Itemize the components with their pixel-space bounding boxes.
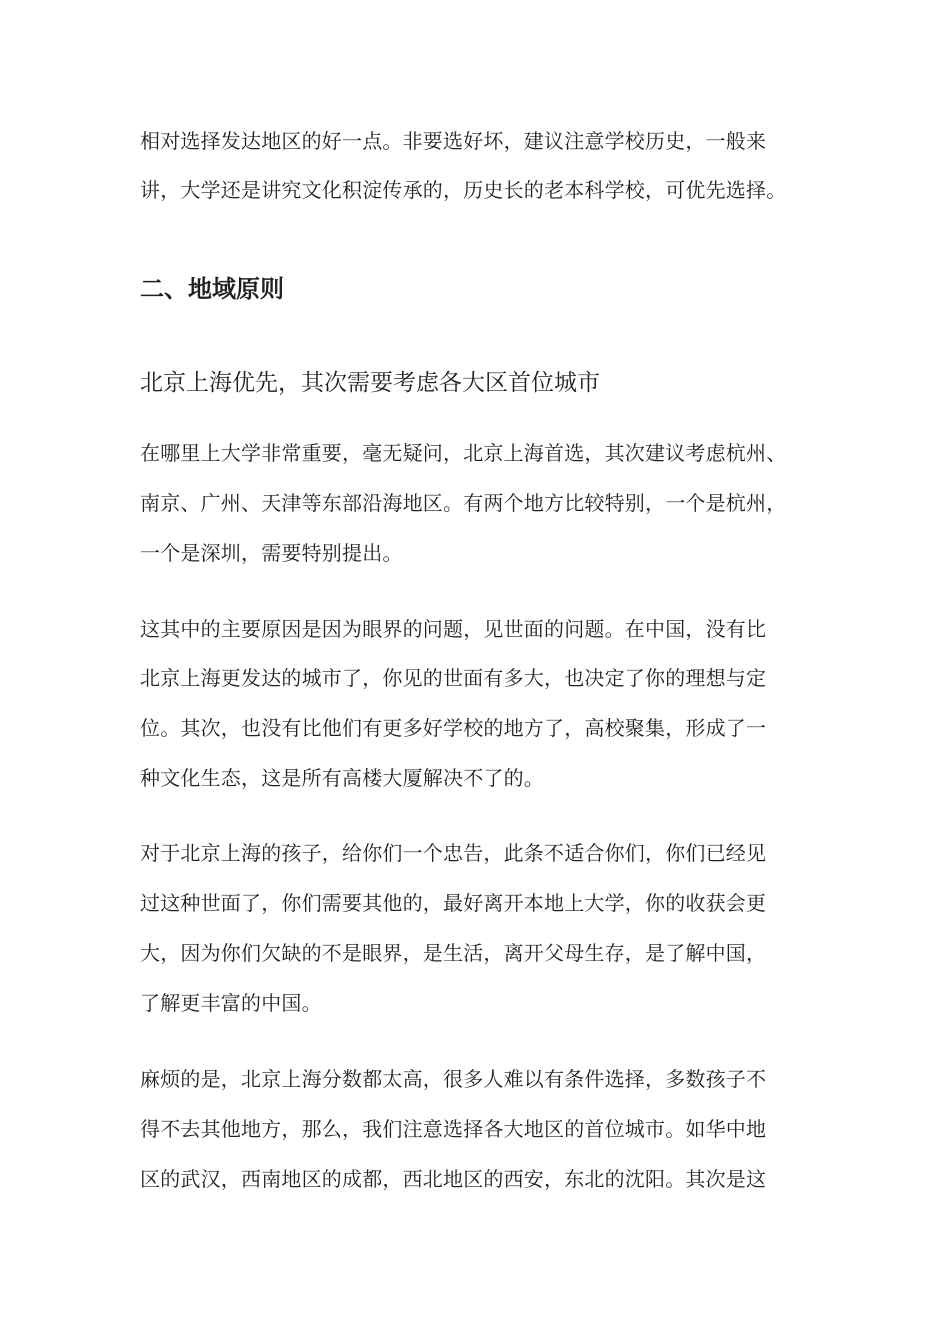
paragraph-line: 对于北京上海的孩子，给你们一个忠告，此条不适合你们，你们已经见	[140, 841, 767, 865]
paragraph-line: 了解更丰富的中国。	[140, 991, 322, 1015]
paragraph-line: 在哪里上大学非常重要，毫无疑问，北京上海首选，其次建议考虑杭州、	[140, 441, 787, 465]
paragraph-line: 位。其次，也没有比他们有更多好学校的地方了，高校聚集，形成了一	[140, 716, 767, 740]
paragraph-line: 麻烦的是，北京上海分数都太高，很多人难以有条件选择，多数孩子不	[140, 1067, 767, 1091]
paragraph-line: 一个是深圳，需要特别提出。	[140, 541, 403, 565]
sub-heading: 北京上海优先，其次需要考虑各大区首位城市	[140, 370, 600, 396]
paragraph-line: 南京、广州、天津等东部沿海地区。有两个地方比较特别，一个是杭州，	[140, 491, 787, 515]
paragraph-line: 过这种世面了，你们需要其他的，最好离开本地上大学，你的收获会更	[140, 891, 767, 915]
paragraph-line: 种文化生态，这是所有高楼大厦解决不了的。	[140, 766, 544, 790]
section-heading: 二、地域原则	[140, 275, 284, 303]
paragraph-line: 得不去其他地方，那么，我们注意选择各大地区的首位城市。如华中地	[140, 1117, 767, 1141]
paragraph-line: 讲，大学还是讲究文化积淀传承的，历史长的老本科学校，可优先选择。	[140, 178, 787, 202]
paragraph-line: 北京上海更发达的城市了，你见的世面有多大，也决定了你的理想与定	[140, 666, 767, 690]
document-page	[140, 0, 830, 1344]
paragraph-line: 大，因为你们欠缺的不是眼界，是生活，离开父母生存，是了解中国，	[140, 941, 767, 965]
paragraph-line: 这其中的主要原因是因为眼界的问题，见世面的问题。在中国，没有比	[140, 617, 767, 641]
paragraph-line: 区的武汉，西南地区的成都，西北地区的西安，东北的沈阳。其次是这	[140, 1167, 767, 1191]
paragraph-line: 相对选择发达地区的好一点。非要选好坏，建议注意学校历史，一般来	[140, 129, 767, 153]
